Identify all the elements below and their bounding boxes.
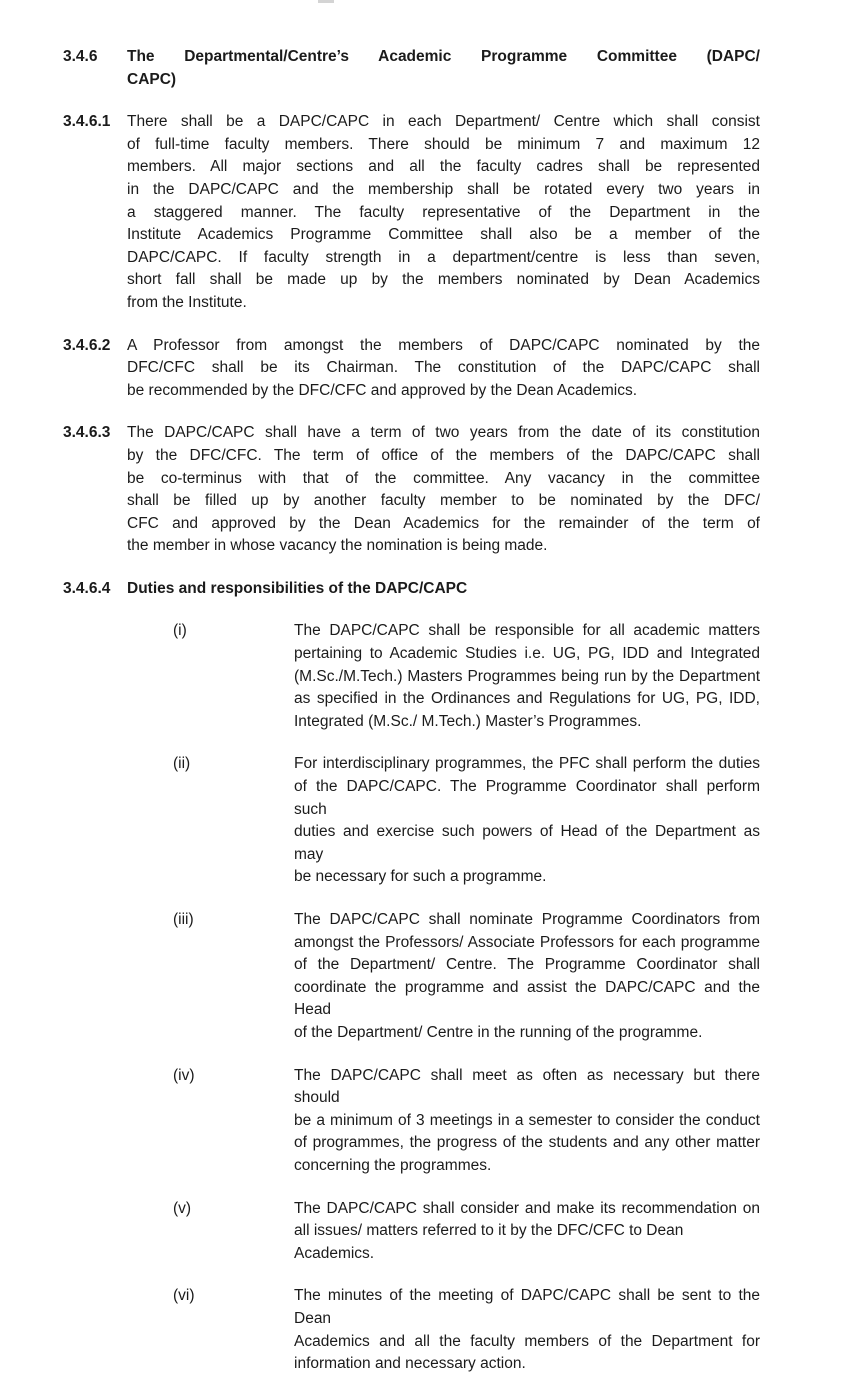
text-line: in the DAPC/CAPC and the membership shall be rotated every two years in <box>127 180 760 198</box>
section-paragraph-text <box>127 335 760 403</box>
section-paragraph-text <box>127 111 760 314</box>
section-heading-3-4-6 <box>63 46 760 91</box>
text-line: of the DAPC/CAPC. The Programme Coordinator shall perform such <box>294 778 760 818</box>
text-line: CAPC) <box>127 70 177 88</box>
section-paragraph-3-4-6-3 <box>63 422 760 558</box>
text-line: a staggered manner. The faculty representative of the Department in the <box>127 203 760 221</box>
list-item-marker: (ii) <box>173 755 191 773</box>
text-line: the member in whose vacancy the nomination is being made. <box>127 537 548 555</box>
text-line: as specified in the Ordinances and Regulations for UG, PG, IDD, <box>294 690 760 708</box>
list-item-text <box>294 753 760 889</box>
list-item-marker: (vi) <box>173 1287 195 1305</box>
text-line: The DAPC/CAPC shall consider and make its recommendation on <box>294 1199 760 1217</box>
text-line: DFC/CFC shall be its Chairman. The constitution of the DAPC/CAPC shall <box>127 359 760 377</box>
scan-artifact <box>318 0 334 3</box>
text-line: For interdisciplinary programmes, the PFC shall perform the duties <box>294 755 760 773</box>
list-item-i <box>173 620 760 733</box>
text-line: of the Department/ Centre in the running of the programme. <box>294 1023 703 1041</box>
text-line: be recommended by the DFC/CFC and approved by the Dean Academics. <box>127 381 638 399</box>
text-line: CFC and approved by the Dean Academics for the remainder of the term of <box>127 514 760 532</box>
text-line: There shall be a DAPC/CAPC in each Department/ Centre which shall consist <box>127 113 760 131</box>
list-item-ii <box>173 753 760 889</box>
text-line: Institute Academics Programme Committee shall also be a member of the <box>127 226 760 244</box>
text-line: be necessary for such a programme. <box>294 868 547 886</box>
text-line: be co-terminus with that of the committee. Any vacancy in the committee <box>127 469 760 487</box>
section-number: 3.4.6.2 <box>63 336 111 354</box>
list-item-marker: (iii) <box>173 911 194 928</box>
text-line: Duties and responsibilities of the DAPC/CAPC <box>127 579 468 597</box>
text-line: The DAPC/CAPC shall nominate Programme Coordinators from <box>294 911 760 928</box>
text-line: Academics and all the faculty members of the Department for <box>294 1332 760 1350</box>
text-line: The Departmental/Centre’s Academic Programme Committee (DAPC/ <box>127 48 760 65</box>
list-item-marker: (v) <box>173 1199 192 1217</box>
list-item-iii <box>173 909 760 1045</box>
list-item-v <box>173 1198 760 1266</box>
text-line: pertaining to Academic Studies i.e. UG, PG, IDD and Integrated <box>294 645 760 663</box>
text-line: The DAPC/CAPC shall have a term of two years from the date of its constitution <box>127 424 760 442</box>
list-item-vi <box>173 1285 760 1375</box>
text-line: be a minimum of 3 meetings in a semester to consider the conduct <box>294 1111 760 1129</box>
text-line: all issues/ matters referred to it by the DFC/CFC to Dean Academics. <box>294 1222 684 1262</box>
list-item-text <box>294 1285 760 1375</box>
text-line: DAPC/CAPC. If faculty strength in a department/centre is less than seven, <box>127 248 760 266</box>
section-heading-3-4-6-4 <box>63 578 760 601</box>
section-number: 3.4.6.4 <box>63 579 111 597</box>
section-paragraph-text <box>127 422 760 558</box>
text-line: coordinate the programme and assist the DAPC/CAPC and the Head <box>294 978 760 1019</box>
text-line: Integrated (M.Sc./ M.Tech.) Master’s Programmes. <box>294 712 642 730</box>
text-line: of full-time faculty members. There should be minimum 7 and maximum 12 <box>127 135 760 153</box>
section-number: 3.4.6 <box>63 48 98 65</box>
section-heading-text <box>127 578 760 601</box>
list-item-text <box>294 909 760 1045</box>
text-line: The DAPC/CAPC shall be responsible for all academic matters <box>294 622 760 640</box>
section-number: 3.4.6.1 <box>63 113 111 131</box>
text-line: concerning the programmes. <box>294 1156 492 1174</box>
text-line: of the Department/ Centre. The Programme Coordinator shall <box>294 956 760 974</box>
section-paragraph-3-4-6-2 <box>63 335 760 403</box>
text-line: by the DFC/CFC. The term of office of the members of the DAPC/CAPC shall <box>127 446 760 464</box>
text-line: from the Institute. <box>127 293 247 311</box>
list-item-text <box>294 620 760 733</box>
text-line: shall be filled up by another faculty member to be nominated by the DFC/ <box>127 492 760 510</box>
text-line: duties and exercise such powers of Head of the Department as may <box>294 823 760 863</box>
list-item-iv <box>173 1065 760 1178</box>
list-item-text <box>294 1198 760 1266</box>
text-line: The DAPC/CAPC shall meet as often as necessary but there should <box>294 1066 760 1107</box>
text-line: information and necessary action. <box>294 1355 526 1373</box>
section-number: 3.4.6.3 <box>63 424 111 442</box>
text-line: members. All major sections and all the faculty cadres shall be represented <box>127 158 760 176</box>
list-item-marker: (i) <box>173 622 187 640</box>
text-line: A Professor from amongst the members of DAPC/CAPC nominated by the <box>127 336 760 354</box>
section-paragraph-3-4-6-1 <box>63 111 760 314</box>
section-heading-text <box>127 46 760 91</box>
list-item-text <box>294 1065 760 1178</box>
text-line: amongst the Professors/ Associate Professors for each programme <box>294 933 760 951</box>
text-line: The minutes of the meeting of DAPC/CAPC shall be sent to the Dean <box>294 1287 760 1327</box>
text-line: (M.Sc./M.Tech.) Masters Programmes being run by the Department <box>294 667 760 685</box>
text-line: short fall shall be made up by the members nominated by Dean Academics <box>127 271 760 289</box>
list-item-marker: (iv) <box>173 1066 195 1084</box>
text-line: of programmes, the progress of the students and any other matter <box>294 1134 760 1152</box>
